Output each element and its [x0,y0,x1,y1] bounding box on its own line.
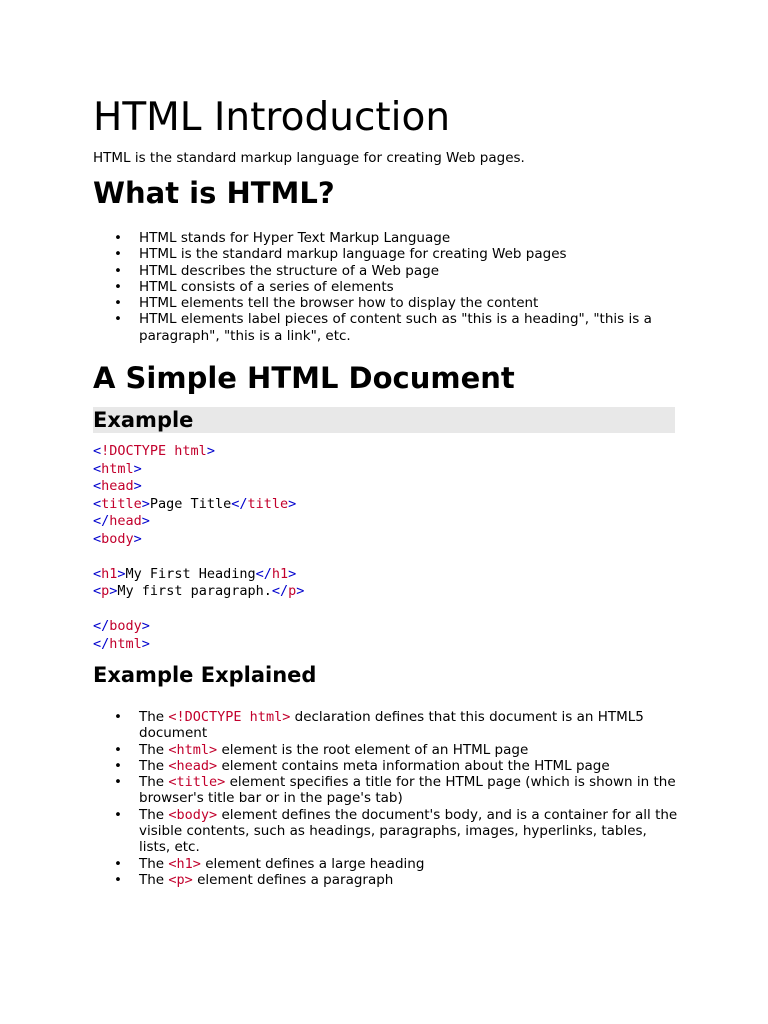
bullet-icon: • [114,295,122,312]
code-bracket: > [133,460,142,477]
inline-code-tag: <p> [168,871,193,888]
code-bracket: </ [93,635,110,652]
bullet-icon: • [114,741,122,758]
inline-code-tag: <!DOCTYPE html> [168,709,291,725]
example-explained-heading: Example Explained [93,663,317,687]
code-line [93,566,304,584]
code-bracket: > [117,565,126,582]
list-item [93,279,678,295]
code-bracket: </ [255,565,272,582]
code-tag-name: h1 [271,565,289,582]
code-tag-name: head [101,478,134,494]
list-item-text: The [139,855,169,872]
code-line [93,443,304,461]
list-item [93,295,678,311]
code-tag-name: head [109,513,142,529]
example-header-bar [93,407,675,433]
code-tag-name: h1 [101,565,118,582]
bullet-icon: • [114,246,122,263]
inline-code-tag: <html> [168,741,218,758]
list-item [93,311,678,344]
code-bracket: > [141,618,150,634]
bullet-icon: • [114,806,122,823]
bullet-icon: • [114,278,122,295]
bullet-icon: • [114,757,122,774]
list-item [93,230,678,246]
code-tag-name: title [101,495,142,512]
code-bracket: > [296,583,305,599]
list-item [93,807,678,856]
code-text: Page Title [149,495,232,512]
inline-code-tag: <body> [168,806,218,823]
list-item-text: The [139,741,169,758]
code-bracket: < [93,495,102,512]
list-item-text: element defines a paragraph [192,871,394,888]
list-item-text: HTML describes the structure of a Web page [139,262,439,279]
bullet-icon: • [114,855,122,872]
list-item-text: element is the root element of an HTML page [217,741,529,758]
code-tag-name: !DOCTYPE html [101,443,207,459]
example-explained-list [93,709,678,888]
list-item [93,246,678,262]
code-bracket: < [93,583,102,599]
code-bracket: </ [93,618,110,634]
code-line [93,496,304,514]
bullet-icon: • [114,311,122,328]
list-item-text: element specifies a title for the HTML page (which is shown in the browser's title bar or in the page's tab) [139,774,676,807]
code-line [93,618,304,636]
code-bracket: < [93,565,102,582]
list-item-text: The [139,774,169,791]
bullet-icon: • [114,774,122,791]
list-item-text: The [139,806,169,823]
bullet-icon: • [114,709,122,725]
list-item [93,856,678,872]
list-item-text: The [139,709,169,725]
list-item-text: HTML elements label pieces of content such as "this is a heading", "this is a paragraph", "this is a link", etc. [139,311,652,344]
code-line [93,601,304,619]
list-item [93,263,678,279]
code-bracket: > [141,495,150,512]
list-item-text: element defines a large heading [200,855,425,872]
code-line [93,636,304,654]
code-bracket: > [141,513,150,529]
inline-code-tag: <head> [168,757,218,774]
list-item-text: HTML consists of a series of elements [139,278,394,295]
bullet-icon: • [114,871,122,888]
code-tag-name: p [101,583,110,599]
code-bracket: < [93,460,102,477]
list-item-text: HTML is the standard markup language for creating Web pages [139,246,567,263]
code-bracket: > [288,565,297,582]
list-item-text: declaration defines that this document is an HTML5 document [139,709,644,742]
list-item-text: The [139,871,169,888]
code-tag-name: body [109,618,142,634]
code-bracket: > [133,530,142,547]
code-line [93,513,304,531]
inline-code-tag: <title> [168,774,226,791]
code-bracket: > [141,635,150,652]
what-is-html-heading: What is HTML? [93,176,335,210]
list-item [93,774,678,807]
code-tag-name: html [109,635,142,652]
list-item-text: HTML stands for Hyper Text Markup Language [139,230,451,246]
code-bracket: </ [93,513,110,529]
inline-code-tag: <h1> [168,855,201,872]
simple-document-heading: A Simple HTML Document [93,361,515,395]
code-bracket: < [93,530,102,547]
code-line [93,531,304,549]
what-is-html-list [93,230,678,344]
list-item [93,872,678,888]
code-line [93,461,304,479]
code-text: My First Heading [125,565,256,582]
code-bracket: < [93,443,102,459]
list-item-text: element contains meta information about the HTML page [217,757,610,774]
code-bracket: > [206,443,215,459]
code-tag-name: p [288,583,297,599]
list-item [93,709,678,742]
code-bracket: </ [231,495,248,512]
example-label: Example [93,408,194,432]
intro-paragraph: HTML is the standard markup language for creating Web pages. [93,150,525,166]
list-item-text: The [139,757,169,774]
list-item [93,742,678,758]
code-tag-name: body [101,530,134,547]
code-line [93,478,304,496]
list-item [93,758,678,774]
code-block [93,443,304,653]
code-line [93,548,304,566]
bullet-icon: • [114,262,122,279]
code-bracket: </ [271,583,289,599]
code-bracket: > [288,495,297,512]
code-tag-name: title [247,495,289,512]
code-bracket: < [93,478,102,494]
code-text: My first paragraph. [117,583,272,599]
list-item-text: HTML elements tell the browser how to display the content [139,295,539,312]
page-title: HTML Introduction [93,95,451,140]
list-item-text: element defines the document's body, and is a container for all the visible contents, such as headings, paragraphs, images, hyperlinks, tables, lists, etc. [139,806,678,856]
bullet-icon: • [114,230,122,246]
code-line [93,583,304,601]
code-tag-name: html [101,460,134,477]
code-bracket: > [109,583,118,599]
code-bracket: > [133,478,142,494]
